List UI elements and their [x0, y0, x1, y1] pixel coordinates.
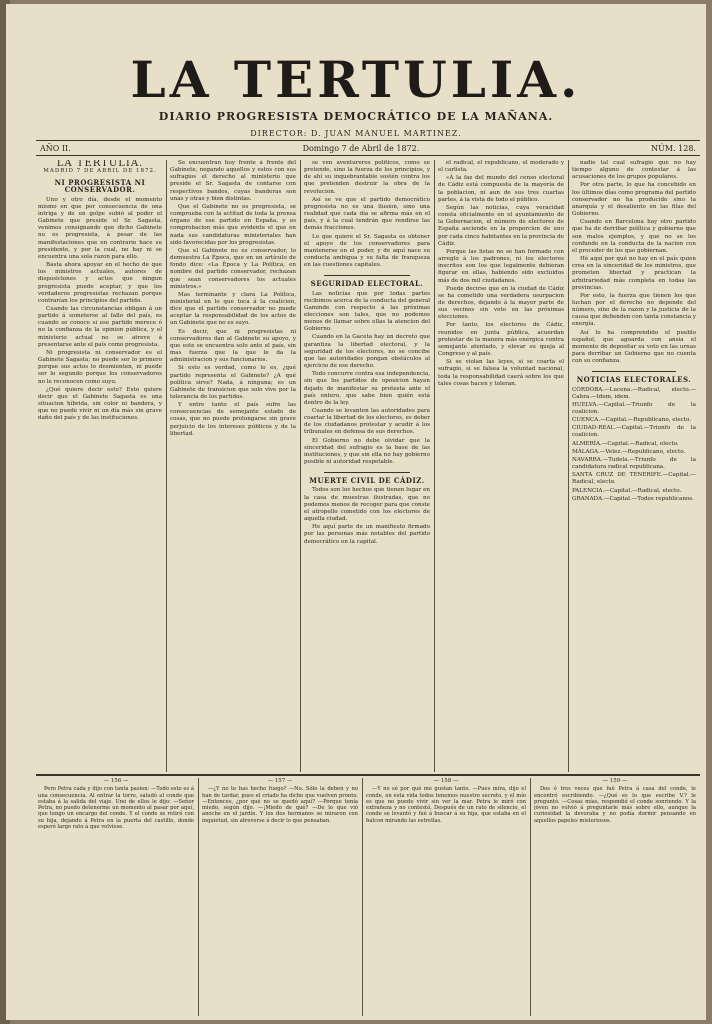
paragraph: Por tanto, los electores de Cádiz, reunidos en junta pública, acuerdan protestar de la manera más enérgica contra semejante atentado, y elevar su queja al Congreso y al país.: [438, 322, 564, 358]
article-title: MUERTE CIVIL DE CÁDIZ.: [309, 476, 425, 486]
paragraph: Y entre tanto el país sufre las consecuencias de semejante estado de cosas, que no puede prolongarse sin grave perjuicio de los intereses públicos y de la libertad.: [170, 402, 296, 437]
paragraph: Así lo ha comprendido el pueblo español, que aguarda con ansia el momento de depositar su voto en las urnas para derribar un Gobierno que no cuenta con su confianza.: [572, 329, 696, 365]
issue-date: Domingo 7 de Abril de 1872.: [302, 143, 420, 153]
electoral-notices: [572, 387, 696, 503]
serial-text: Pero Petra cada y dijo con tanta pasion: —Todo esto es á una consecuencia. Al entrar la torre, saludó al conde que estaba á la salida del viaje. Uno de ellos le dijo: —Señor Petra, no puedo detenerme un momento al pasar por aquí, que tengo un encargo del conde. Y el conde se retiró con su hija, dejando á Petra en la puerta del castillo, donde esperó largo rato á que volviese.: [38, 786, 194, 831]
paragraph: El Gobierno no debe olvidar que la sinceridad del sufragio es la base de las instituciones, y que sin ella no hay gobierno posible ni autoridad respetable.: [304, 437, 430, 466]
paragraph: Porque las listas no se han formado con arreglo á los padrones, ni los electores inscritos son los que legalmente debieran figurar en ellas, habiendo sido excluidos más de dos mil ciudadanos.: [438, 248, 564, 284]
notice-item: CIUDAD-REAL.—Capital.—Triunfo de la coalicion.: [572, 425, 696, 439]
paragraph: Es decir, que ni progresistas ni conservadores dan al Gabinete su apoyo, y que este se encuentra solo ante el país, sin mas fuerza que la que le da la administracion y sus funcionarios.: [170, 328, 296, 364]
serial-page-number: — 156 —: [103, 778, 129, 784]
serial-text: Dos ó tres veces que fué Petra á casa del conde, le encontró escribiendo. —¿Qué es lo que escribe V.? le preguntó. —Cosas mías, respondió el conde sonriendo. Y la jóven no volvió á preguntarle más sobre ello, aunque la curiosidad la devoraba y no podía dormir pensando en aquellos papeles misteriosos.: [534, 786, 696, 824]
article-title: SEGURIDAD ELECTORAL.: [310, 279, 424, 289]
paragraph: Uno y otro día, desde el momento mismo en que por consecuencia de una intriga y de un golpe subió al poder el Gabinete que preside el Sr. Sagasta, venimos consignando que dicho Gabinete no es progresista, á pesar de las manifestaciones que en contrario hace su presidente, y por la cual, no hay ni se encuentra una sola razon para ello.: [38, 196, 162, 260]
paragraph: Cuando se levanten las autoridades para coartar la libertad de los electores, es deber de los ciudadanos protestar y acudir á los tribunales en defensa de sus derechos.: [304, 408, 430, 436]
paragraph: Hé aquí por qué no hay en el país quien crea en la sinceridad de los ministros, que prometen libertad y practican la arbitrariedad más completa en todas las provincias.: [572, 256, 696, 291]
column-1: [38, 160, 162, 772]
paragraph: Por esto, la fuerza que tienen los que luchan por el derecho no depende del número, sino de la razon y la justicia de la causa que defienden con tanta constancia y energía.: [572, 292, 696, 328]
serial-column-2: [202, 778, 358, 1016]
director-line: DIRECTOR: D. JUAN MANUEL MARTINEZ.: [250, 129, 462, 138]
issue-year: AÑO II.: [40, 143, 71, 153]
issue-number: NÚM. 128.: [651, 143, 696, 153]
notice-item: HUELVA.—Capital.—Triunfo de la coalicion.: [572, 401, 696, 415]
paragraph: Se encuentran hoy frente á frente del Gabinete, negando aquellos y estos con sus sufragios el derecho al ministerio que preside el Sr. Sagasta de contarse con respectivos bandos, cuyas banderas son unas y otras y bien distintas.: [170, 160, 296, 202]
paragraph: He aquí parte de un manifiesto firmado por las personas más notables del partido democrático en la capital.: [304, 524, 430, 545]
column-divider: [166, 160, 167, 772]
paragraph: Si se violan las leyes, si se coarta el sufragio, si se falsea la voluntad nacional, toda la responsabilidad caerá sobre los que tales cosas hacen y toleran.: [438, 359, 564, 387]
paragraph: el radical, el republicano, el moderado y el carlista.: [438, 160, 564, 174]
column-divider: [198, 778, 199, 1016]
column-divider: [530, 778, 531, 1016]
notice-item: MÁLAGA.—Velez.—Republicano, electo.: [572, 448, 686, 455]
serial-page-number: — 159 —: [602, 778, 628, 784]
paragraph: Si esto es verdad, como lo es, ¿qué partido representa el Gabinete? ¿A qué política sirve? Nada, á ninguna; es un Gabinete de transicion que solo vive por la tolerancia de los partidos.: [170, 365, 296, 400]
notice-item: SANTA CRUZ DE TENERIFE.—Capital.—Radical, electo.: [572, 472, 696, 486]
column-2: [170, 160, 296, 772]
column-divider: [568, 160, 569, 772]
column-divider: [362, 778, 363, 1016]
notice-item: GRANADA.—Capital.—Todos republicanos.: [572, 495, 694, 502]
paragraph: nadie tal cual sufragio que no hay tiempo alguno de contestar á las acusaciones de los grupos populares.: [572, 160, 696, 181]
paragraph: Las noticias que por todas partes recibimos acerca de la conducta del general Gaminde con respecto á las próximas elecciones son tales, que no podemos menos de llamar sobre ellas la atencion del Gobierno.: [304, 290, 430, 333]
paragraph: Basta ahora apoyar en el hecho de que los ministros actuales, autores de disposiciones y actos que ningun progresista puede aceptar, y que los verdaderos progresistas rechazan porque contrarían los principios del partido.: [38, 262, 162, 304]
paragraph: Todo concurre contra esa independencia, sin que los partidos de oposicion hayan dejado de manifestar su protesta ante el país entero, que sabe bien quién está dentro de la ley.: [304, 371, 430, 406]
column-5: [572, 160, 696, 772]
issue-info-bar: [36, 140, 700, 156]
serial-column-4: [534, 778, 696, 1016]
serial-column-3: [366, 778, 526, 1016]
notice-item: NAVARRA.—Tudela.—Triunfo de la candidatura radical republicana.: [572, 456, 696, 471]
article-title: NI PROGRESISTA NI CONSERVADOR.: [54, 178, 146, 195]
notice-item: ALMERÍA.—Capital.—Radical, electo.: [572, 440, 679, 447]
paragraph: Ni progresista ni conservador es el Gabinete Sagasta; no puede ser lo primero porque sus actos lo desmienten, ni puede ser lo segundo porque los conservadores no le reconocen como suyo.: [38, 349, 162, 385]
newspaper-subtitle: DIARIO PROGRESISTA DEMOCRÁTICO DE LA MAÑANA.: [158, 110, 554, 123]
paragraph: Todos son los hechos que tienen lugar en la casa de muestras ilustradas, que no podemos menos de recoger para que conste el atropello cometido con los electores de aquella ciudad.: [304, 487, 430, 523]
column-divider: [300, 160, 301, 772]
newspaper-title: LA TERTULIA.: [130, 50, 582, 109]
serial-text: —Y no sé por qué me gustan tanto. —Pues mira, dijo el conde, en esta vida todos tenemos nuestro secreto, y el mío es que no puedo vivir sin ver la mar. Petra le miró con extrañeza y no contestó. Después de un rato de silencio, el conde se levantó y fué á buscar á su hija, que estaba en el balcon mirando las estrellas.: [366, 786, 526, 824]
paragraph: Lo que quiere el Sr. Sagasta es obtener el apoyo de los conservadores para mantenerse en el poder, y de aquí nace su conducta ambigua y su falta de franqueza en las cuestiones capitales.: [304, 233, 430, 269]
notice-item: CÓRDOBA.—Lucena.—Radical, electo.—Cabra.—Idem, idem.: [572, 386, 696, 400]
serial-page-number: — 158 —: [433, 778, 459, 784]
paragraph: Que el Gabinete no es progresista, se comprueba con la actitud de toda la prensa órgano de ese partido en España, y es comprobacion más que evidente el que en nada sus candidaturas ministeriales han sido favorecidas por los progresistas.: [170, 203, 296, 246]
section-rule: [324, 472, 410, 473]
column-4: [438, 160, 564, 772]
section-rule: [592, 371, 676, 372]
column-divider: [434, 160, 435, 772]
column-3: [304, 160, 430, 772]
serial-page-number: — 157 —: [267, 778, 293, 784]
paragraph: Cuando en Barcelona hay otro partido que ha de derribar política y gobierno que son malos ejemplos, y que no se los confunde en la conducta de la nacion con el proceder de los que gobiernan.: [572, 219, 696, 254]
masthead: [0, 52, 712, 138]
notice-item: PALENCIA.—Capital.—Radical, electo.: [572, 487, 682, 494]
article-title: NOTICIAS ELECTORALES.: [576, 375, 692, 385]
paragraph: Mas terminante y clara La Política, ministerial en lo que toca á la coalicion, dice que el partido conservador no puede aceptar la responsabilidad de los actos de un Gabinete que no es suyo.: [170, 291, 296, 327]
dateline: MADRID 7 DE ABRIL DE 1872.: [43, 168, 157, 175]
section-rule: [324, 275, 410, 276]
paragraph: «Á la faz del mundo del censo electoral de Cádiz está compuesta de la mayoría de la poblacion, ni aun de sus tres cuartas partes, á la vista de todo el público.: [438, 175, 564, 203]
column-heading: LA TERTULIA.: [56, 160, 144, 169]
paragraph: se ven aventureros políticos, como se pretende, sino la fuerza de los principios, y de ahí su inquebrantable sostén contra los que pretenden destruir la obra de la revolucion.: [304, 160, 430, 195]
serial-column-1: [38, 778, 194, 1016]
paragraph: Que el Gabinete no es conservador, lo demuestra La Época, que en un artículo de fondo dice: «La Época y La Política, en nombre del partido conservador, rechazan que sean conservadores los actuales ministros.»: [170, 247, 296, 290]
serial-text: —¿Y no te has hecho fuego? —No. Sólo la deben y no han de tardar, pues el criado ha dicho que vuelven pronto. —Entonces, ¿por qué no se quedó aquí? —Porque tenía miedo, según dijo. —¡Miedo de qué? —De lo que vió anoche en el jardín. Y los dos hermanos se miraron con inquietud, sin atreverse á decir lo que pensaban.: [202, 786, 358, 824]
folletin-divider: [36, 774, 700, 776]
paragraph: Por otra parte, lo que ha concebido en los últimos días como programa del partido conservador no ha producido sino la anarquía y el desaliento en las filas del Gobierno.: [572, 182, 696, 218]
paragraph: Cuando en la Gaceta hay un decreto que garantiza la libertad electoral, y la seguridad de los electores, no se concibe que las autoridades pongan obstáculos al ejercicio de ese derecho.: [304, 334, 430, 370]
paragraph: Cuando las circunstancias obligan á un partido á someterse al fallo del país, es cuando se conoce si ese partido merece ó no la confianza de la opinion pública, y el ministerio actual no se atreve á presentarse ante el país como progresista.: [38, 305, 162, 348]
paragraph: Puede decirse que en la ciudad de Cádiz se ha cometido una verdadera usurpacion de derechos, dejando á la mayor parte de sus vecinos sin voto en las próximas elecciones.: [438, 285, 564, 321]
paragraph: ¿Qué quiere decir esto? Esto quiere decir que el Gabinete Sagasta es una situacion híbrida, sin color ni bandera, y que no puede vivir ni un día más sin grave daño del país y de las instituciones.: [38, 386, 162, 422]
paragraph: Según las noticias, cuya veracidad consta oficialmente en el ayuntamiento de la Gobernacion, el número de electores de España asciende en la proporcion de uno por cada cinco habitantes en la provincia de Cádiz.: [438, 204, 564, 247]
notice-item: CUENCA.—Capital.—Republicano, electo.: [572, 417, 692, 424]
paragraph: Así se ve que el partido democrático progresista no es una ilusion, sino una realidad que cada día se afirma más en el país, y á la cual tendrán que rendirse las demás fracciones.: [304, 196, 430, 232]
